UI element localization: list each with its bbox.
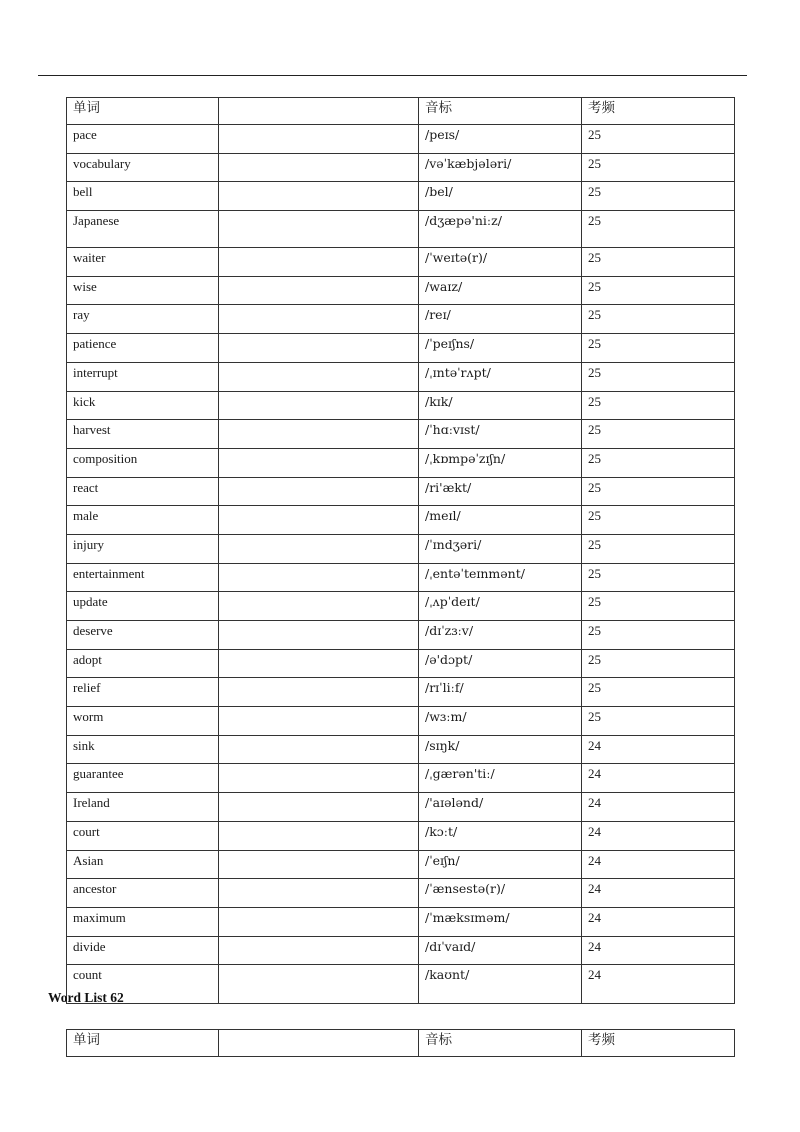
frequency-cell: 24 (582, 793, 735, 822)
header-word: 单词 (67, 1030, 219, 1057)
frequency-cell: 24 (582, 850, 735, 879)
table-row (67, 936, 735, 965)
frequency-cell: 25 (582, 334, 735, 363)
phonetic-cell: /ˌgærən'tiː/ (419, 764, 582, 793)
phonetic-cell: /kaʊnt/ (419, 965, 582, 1004)
word-cell: entertainment (67, 563, 219, 592)
frequency-cell: 25 (582, 592, 735, 621)
table-row (67, 125, 735, 154)
blank-cell (219, 678, 419, 707)
blank-cell (219, 563, 419, 592)
blank-cell (219, 907, 419, 936)
table-row (67, 182, 735, 211)
next-vocabulary-table (66, 1029, 735, 1057)
phonetic-cell: /reɪ/ (419, 305, 582, 334)
word-cell: injury (67, 534, 219, 563)
phonetic-cell: /kɔːt/ (419, 821, 582, 850)
blank-cell (219, 153, 419, 182)
table-row (67, 707, 735, 736)
word-cell: bell (67, 182, 219, 211)
blank-cell (219, 362, 419, 391)
table-row (67, 362, 735, 391)
frequency-cell: 25 (582, 248, 735, 277)
frequency-cell: 25 (582, 563, 735, 592)
blank-cell (219, 334, 419, 363)
blank-cell (219, 125, 419, 154)
frequency-cell: 24 (582, 821, 735, 850)
blank-cell (219, 391, 419, 420)
phonetic-cell: /ˈpeɪʃns/ (419, 334, 582, 363)
header-frequency: 考频 (582, 98, 735, 125)
table-row (67, 248, 735, 277)
frequency-cell: 25 (582, 182, 735, 211)
frequency-cell: 25 (582, 707, 735, 736)
phonetic-cell: /ˌʌpˈdeɪt/ (419, 592, 582, 621)
frequency-cell: 24 (582, 764, 735, 793)
blank-cell (219, 211, 419, 248)
frequency-cell: 25 (582, 649, 735, 678)
table-row (67, 211, 735, 248)
frequency-cell: 25 (582, 211, 735, 248)
table-row (67, 879, 735, 908)
phonetic-cell: /'aɪələnd/ (419, 793, 582, 822)
phonetic-cell: /dɪˈvaɪd/ (419, 936, 582, 965)
phonetic-cell: /sɪŋk/ (419, 735, 582, 764)
phonetic-cell: /ˈɪndʒəri/ (419, 534, 582, 563)
blank-cell (219, 850, 419, 879)
frequency-cell: 25 (582, 678, 735, 707)
phonetic-cell: /peɪs/ (419, 125, 582, 154)
word-cell: male (67, 506, 219, 535)
blank-cell (219, 764, 419, 793)
header-blank (219, 98, 419, 125)
blank-cell (219, 276, 419, 305)
frequency-cell: 25 (582, 477, 735, 506)
word-cell: Ireland (67, 793, 219, 822)
word-cell: Asian (67, 850, 219, 879)
frequency-cell: 25 (582, 125, 735, 154)
frequency-cell: 25 (582, 420, 735, 449)
word-cell: harvest (67, 420, 219, 449)
blank-cell (219, 420, 419, 449)
word-cell: deserve (67, 621, 219, 650)
word-cell: count (67, 965, 219, 1004)
word-cell: adopt (67, 649, 219, 678)
word-cell: kick (67, 391, 219, 420)
phonetic-cell: /kɪk/ (419, 391, 582, 420)
blank-cell (219, 621, 419, 650)
frequency-cell: 24 (582, 735, 735, 764)
blank-cell (219, 936, 419, 965)
word-cell: wise (67, 276, 219, 305)
word-cell: composition (67, 448, 219, 477)
blank-cell (219, 879, 419, 908)
word-cell: worm (67, 707, 219, 736)
section-heading: Word List 62 (48, 990, 124, 1005)
word-cell: maximum (67, 907, 219, 936)
table-row (67, 850, 735, 879)
blank-cell (219, 707, 419, 736)
table-row (67, 391, 735, 420)
frequency-cell: 24 (582, 936, 735, 965)
phonetic-cell: /ˈmæksɪməm/ (419, 907, 582, 936)
word-cell: ray (67, 305, 219, 334)
frequency-cell: 25 (582, 391, 735, 420)
table-row (67, 793, 735, 822)
phonetic-cell: /ˈweɪtə(r)/ (419, 248, 582, 277)
phonetic-cell: /ˈeɪʃn/ (419, 850, 582, 879)
table-row (67, 592, 735, 621)
table-row (67, 621, 735, 650)
phonetic-cell: /waɪz/ (419, 276, 582, 305)
frequency-cell: 25 (582, 448, 735, 477)
phonetic-cell: /dɪˈzɜːv/ (419, 621, 582, 650)
word-cell: court (67, 821, 219, 850)
phonetic-cell: /wɜːm/ (419, 707, 582, 736)
vocabulary-table (66, 97, 735, 1004)
header-phonetic: 音标 (419, 1030, 582, 1057)
frequency-cell: 24 (582, 879, 735, 908)
frequency-cell: 24 (582, 907, 735, 936)
word-cell: react (67, 477, 219, 506)
phonetic-cell: /ˌkɒmpəˈzɪʃn/ (419, 448, 582, 477)
blank-cell (219, 821, 419, 850)
frequency-cell: 25 (582, 534, 735, 563)
word-cell: Japanese (67, 211, 219, 248)
phonetic-cell: /ri'ækt/ (419, 477, 582, 506)
word-cell: divide (67, 936, 219, 965)
table-row (67, 477, 735, 506)
word-cell: patience (67, 334, 219, 363)
blank-cell (219, 182, 419, 211)
blank-cell (219, 965, 419, 1004)
table-row (67, 907, 735, 936)
blank-cell (219, 248, 419, 277)
table-row (67, 821, 735, 850)
table-row (67, 334, 735, 363)
frequency-cell: 25 (582, 362, 735, 391)
header-blank (219, 1030, 419, 1057)
table-row (67, 563, 735, 592)
table-row (67, 305, 735, 334)
frequency-cell: 24 (582, 965, 735, 1004)
phonetic-cell: /ˌɪntəˈrʌpt/ (419, 362, 582, 391)
frequency-cell: 25 (582, 621, 735, 650)
frequency-cell: 25 (582, 276, 735, 305)
table-row (67, 448, 735, 477)
phonetic-cell: /ə'dɔpt/ (419, 649, 582, 678)
table-row (67, 420, 735, 449)
table-row (67, 678, 735, 707)
blank-cell (219, 534, 419, 563)
table-row (67, 534, 735, 563)
table-row (67, 506, 735, 535)
table-row (67, 965, 735, 1004)
blank-cell (219, 305, 419, 334)
blank-cell (219, 477, 419, 506)
table-header-row (67, 98, 735, 125)
phonetic-cell: /ˈænsestə(r)/ (419, 879, 582, 908)
blank-cell (219, 592, 419, 621)
word-cell: update (67, 592, 219, 621)
table-row (67, 735, 735, 764)
table-header-row (67, 1030, 735, 1057)
frequency-cell: 25 (582, 153, 735, 182)
blank-cell (219, 793, 419, 822)
header-rule (38, 75, 747, 76)
frequency-cell: 25 (582, 506, 735, 535)
table-row (67, 649, 735, 678)
word-cell: interrupt (67, 362, 219, 391)
header-phonetic: 音标 (419, 98, 582, 125)
word-cell: sink (67, 735, 219, 764)
phonetic-cell: /bel/ (419, 182, 582, 211)
word-cell: waiter (67, 248, 219, 277)
blank-cell (219, 649, 419, 678)
phonetic-cell: /meɪl/ (419, 506, 582, 535)
table-row (67, 276, 735, 305)
header-word: 单词 (67, 98, 219, 125)
header-frequency: 考频 (582, 1030, 735, 1057)
blank-cell (219, 506, 419, 535)
blank-cell (219, 448, 419, 477)
word-cell: ancestor (67, 879, 219, 908)
table-row (67, 764, 735, 793)
word-cell: pace (67, 125, 219, 154)
word-cell: relief (67, 678, 219, 707)
phonetic-cell: /ˈhɑːvɪst/ (419, 420, 582, 449)
table-row (67, 153, 735, 182)
word-cell: vocabulary (67, 153, 219, 182)
frequency-cell: 25 (582, 305, 735, 334)
word-cell: guarantee (67, 764, 219, 793)
phonetic-cell: /vəˈkæbjələri/ (419, 153, 582, 182)
phonetic-cell: /ˌentəˈteɪnmənt/ (419, 563, 582, 592)
phonetic-cell: /dʒæpə'niːz/ (419, 211, 582, 248)
blank-cell (219, 735, 419, 764)
phonetic-cell: /rɪˈliːf/ (419, 678, 582, 707)
